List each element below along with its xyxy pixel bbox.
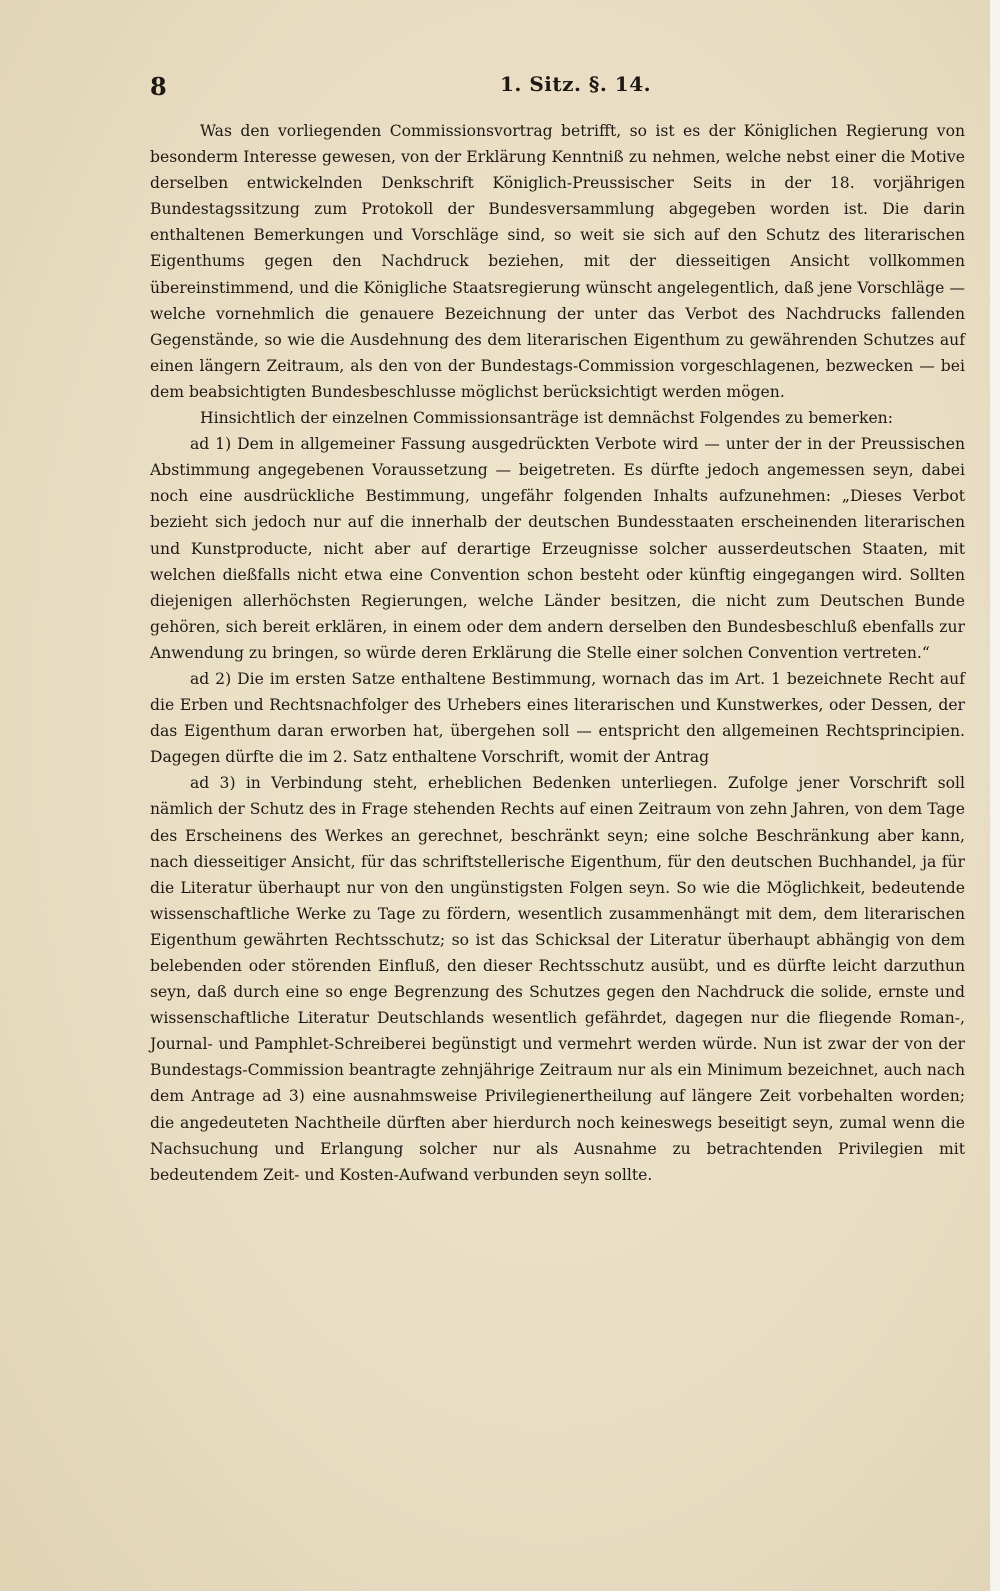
page-header bbox=[150, 58, 965, 101]
paragraph-ad-1: ad 1) Dem in allgemeiner Fassung ausgedrückten Verbote wird — unter der in der Preussischen Abstimmung angegebenen Voraussetzung — beigetreten. Es dürfte jedoch angemessen seyn, dabei noch eine ausdrückliche Bestimmung, ungefähr folgenden Inhalts aufzunehmen: „Dieses Verbot bezieht sich jedoch nur auf die innerhalb der deutschen Bundesstaaten erscheinenden literarischen und Kunstproducte, nicht aber auf derartige Erzeugnisse solcher ausserdeutschen Staaten, mit welchen dießfalls nicht etwa eine Convention schon besteht oder künftig eingegangen wird. Sollten diejenigen allerhöchsten Regierungen, welche Länder besitzen, die nicht zum Deutschen Bunde gehören, sich bereit erklären, in einem oder dem andern derselben den Bundesbeschluß ebenfalls zur Anwendung zu bringen, so würde deren Erklärung die Stelle einer solchen Convention vertreten.“ bbox=[150, 435, 965, 662]
page-number: 8 bbox=[150, 72, 167, 101]
body-text bbox=[150, 118, 965, 1188]
paragraph-ad-3: ad 3) in Verbindung steht, erheblichen Bedenken unterliegen. Zufolge jener Vorschrift soll nämlich der Schutz des in Frage stehenden Rechts auf einen Zeitraum von zehn Jahren, von dem Tage des Erscheinens des Werkes an gerechnet, beschränkt seyn; eine solche Beschränkung aber kann, nach diesseitiger Ansicht, für das schriftstellerische Eigenthum, für den deutschen Buchhandel, ja für die Literatur überhaupt nur von den ungünstigsten Folgen seyn. So wie die Möglichkeit, bedeutende wissenschaftliche Werke zu Tage zu fördern, wesentlich zusammenhängt mit dem, dem literarischen Eigenthum gewährten Rechtsschutz; so ist das Schicksal der Literatur überhaupt abhängig von dem belebenden oder störenden Einfluß, den dieser Rechtsschutz ausübt, und es dürfte leicht darzuthun seyn, daß durch eine so enge Begrenzung des Schutzes gegen den Nachdruck die solide, ernste und wissenschaftliche Literatur Deutschlands wesentlich gefährdet, dagegen nur die fliegende Roman-, Journal- und Pamphlet-Schreiberei begünstigt und vermehrt werden würde. Nun ist zwar der von der Bundestags-Commission beantragte zehnjährige Zeitraum nur als ein Minimum bezeichnet, auch nach dem Antrage ad 3) eine ausnahmsweise Privilegienertheilung auf längere Zeit vorbehalten worden; die angedeuteten Nachtheile dürften aber hierdurch noch keineswegs beseitigt seyn, zumal wenn die Nachsuchung und Erlangung solcher nur als Ausnahme zu betrachtenden Privilegien mit bedeutendem Zeit- und Kosten-Aufwand verbunden seyn sollte. bbox=[150, 774, 965, 1184]
running-head: 1. Sitz. §. 14. bbox=[500, 72, 652, 96]
paragraph-ad-2: ad 2) Die im ersten Satze enthaltene Bestimmung, wornach das im Art. 1 bezeichnete Recht auf die Erben und Rechtsnachfolger des Urhebers eines literarischen und Kunstwerkes, oder Dessen, der das Eigenthum daran erworben hat, übergehen soll — entspricht den allgemeinen Rechtsprincipien. Dagegen dürfte die im 2. Satz enthaltene Vorschrift, womit der Antrag bbox=[150, 669, 965, 767]
page-edge bbox=[990, 0, 1000, 1591]
paragraph-commission-report: Was den vorliegenden Commissionsvortrag betrifft, so ist es der Königlichen Regierung von besonderm Interesse gewesen, von der Erklärung Kenntniß zu nehmen, welche nebst einer die Motive derselben entwickelnden Denkschrift Königlich-Preussischer Seits in der 18. vorjährigen Bundestagssitzung zum Protokoll der Bundesversammlung abgegeben worden ist. Die darin enthaltenen Bemerkungen und Vorschläge sind, so weit sie sich auf den Schutz des literarischen Eigenthums gegen den Nachdruck beziehen, mit der diesseitigen Ansicht vollkommen übereinstimmend, und die Königliche Staatsregierung wünscht angelegentlich, daß jene Vorschläge — welche vornehmlich die genauere Bezeichnung der unter das Verbot des Nachdrucks fallenden Gegenstände, so wie die Ausdehnung des dem literarischen Eigenthum zu gewährenden Schutzes auf einen längern Zeitraum, als den von der Bundestags-Commission vorgeschlagenen, bezwecken — bei dem beabsichtigten Bundesbeschlusse möglichst berücksichtigt werden mögen. bbox=[150, 122, 965, 401]
paragraph-commission-motions: Hinsichtlich der einzelnen Commissionsanträge ist demnächst Folgendes zu bemerken: bbox=[200, 409, 893, 428]
